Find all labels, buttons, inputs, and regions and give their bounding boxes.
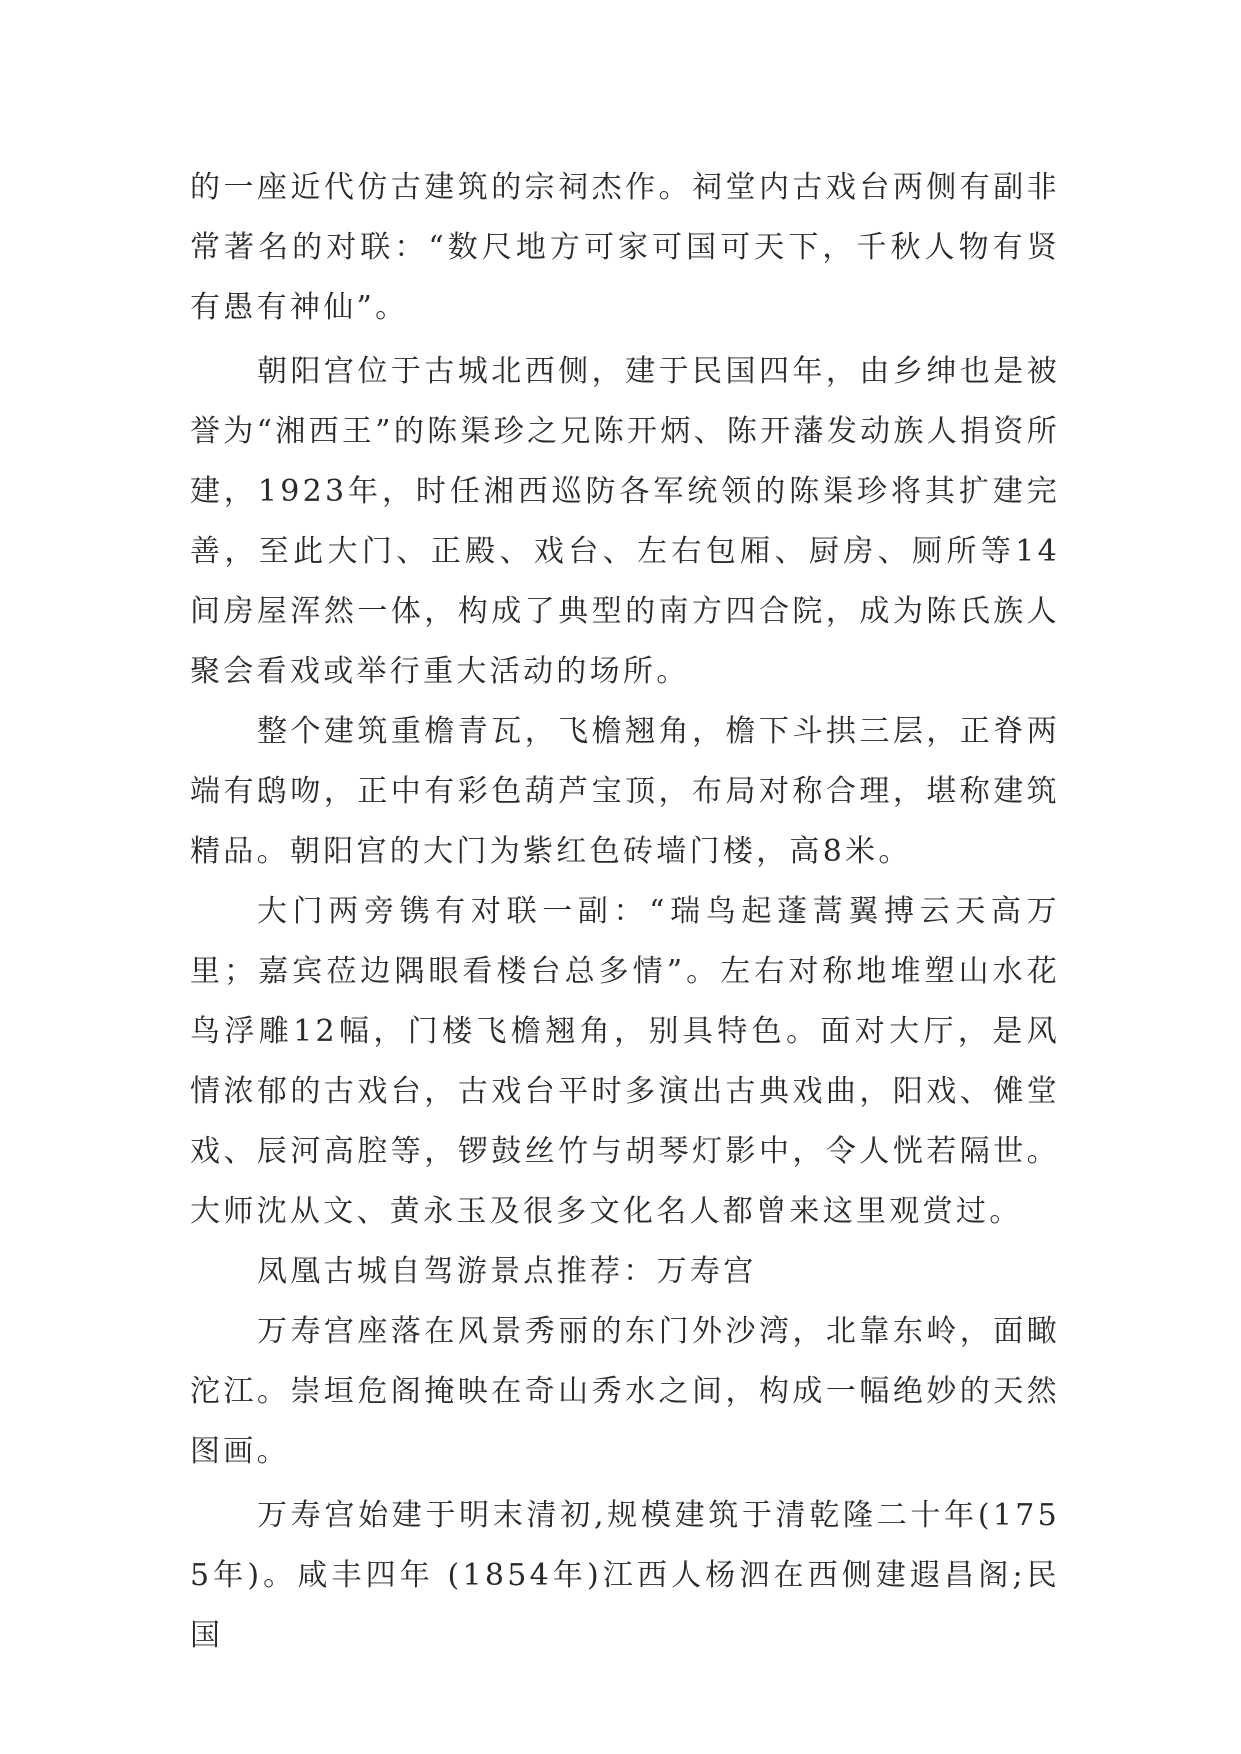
paragraph-2: 朝阳宫位于古城北西侧，建于民国四年，由乡绅也是被誉为“湘西王”的陈渠珍之兄陈开炳、陈开藩发动族人捐资所建，1923年，时任湘西巡防各军统领的陈渠珍将其扩建完善，至此大门、正殿、戏台、左右包厢、厨房、厕所等14间房屋浑然一体，构成了典型的南方四合院，成为陈氏族人聚会看戏或举行重大活动的场所。 (190, 354, 1060, 689)
paragraph-3: 整个建筑重檐青瓦，飞檐翘角，檐下斗拱三层，正脊两端有鸱吻，正中有彩色葫芦宝顶，布局对称合理，堪称建筑精品。朝阳宫的大门为紫红色砖墙门楼，高8米。 (190, 714, 1060, 869)
paragraph-4: 大门两旁镌有对联一副：“瑞鸟起蓬蒿翼搏云天高万里；嘉宾莅边隅眼看楼台总多情”。左右对称地堆塑山水花鸟浮雕12幅，门楼飞檐翘角，别具特色。面对大厅，是风情浓郁的古戏台，古戏台平时多演出古典戏曲，阳戏、傩堂戏、辰河高腔等，锣鼓丝竹与胡琴灯影中，令人恍若隔世。大师沈从文、黄永玉及很多文化名人都曾来这里观赏过。 (190, 894, 1060, 1229)
paragraph-1: 的一座近代仿古建筑的宗祠杰作。祠堂内古戏台两侧有副非常著名的对联：“数尺地方可家可国可天下，千秋人物有贤有愚有神仙”。 (190, 170, 1060, 325)
paragraph-6: 万寿宫始建于明末清初,规模建筑于清乾隆二十年(1755年)。咸丰四年 (1854年)江西人杨泗在西侧建遐昌阁;民国 (190, 1498, 1060, 1653)
section-heading: 凤凰古城自驾游景点推荐：万寿宫 (257, 1254, 757, 1289)
paragraph-5: 万寿宫座落在风景秀丽的东门外沙湾，北靠东岭，面瞰沱江。崇垣危阁掩映在奇山秀水之间，构成一幅绝妙的天然图画。 (190, 1314, 1060, 1469)
document-body (190, 158, 1060, 1666)
